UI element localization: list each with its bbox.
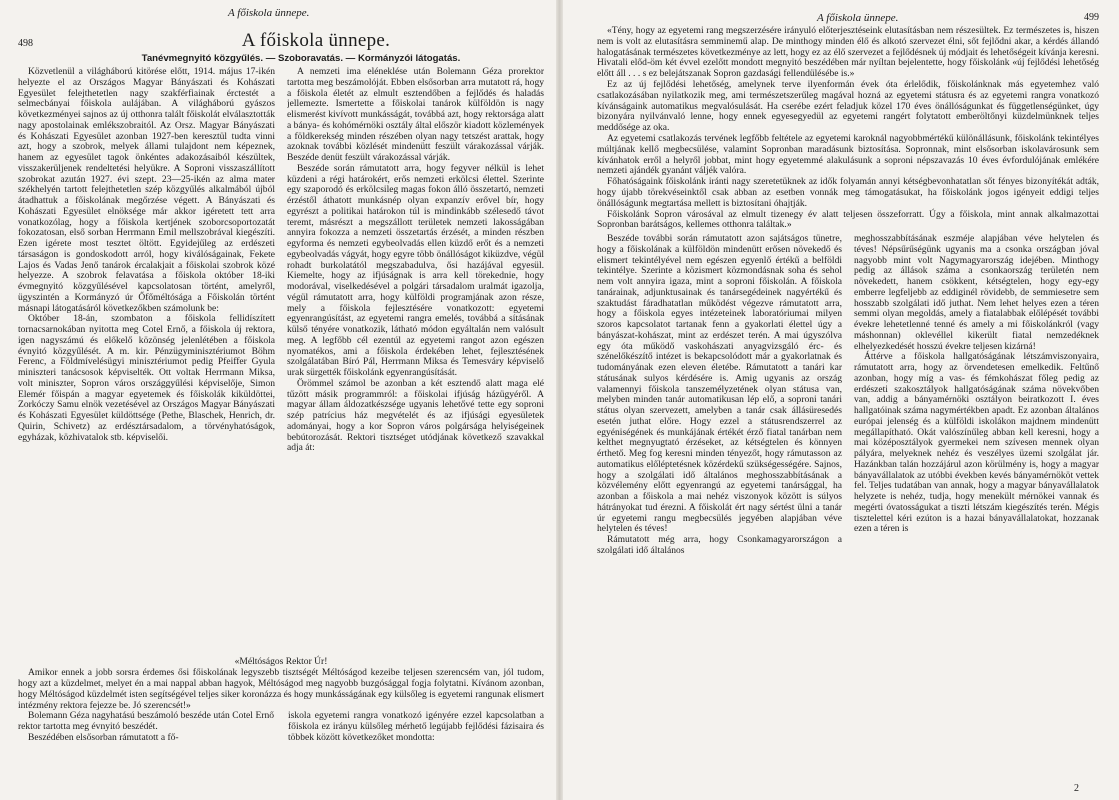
left-full-width-quote — [18, 656, 544, 711]
book-gutter — [556, 0, 563, 800]
right-columns — [597, 234, 1099, 694]
paragraph: Bolemann Géza nagyhatású beszámoló beszéde után Cotel Ernő rektor tartotta meg évnyitó beszédét. — [18, 711, 274, 732]
right-column-1 — [597, 234, 842, 694]
paragraph: iskola egyetemi rangra vonatkozó igényére ezzel kapcsolatban a főiskola ez irányu külsőleg mérhető legújabb fejlődési fázisaira és többek között következőket mondotta: — [288, 711, 544, 743]
paragraph: Főiskolánk Sopron városával az elmult tizenegy év alatt teljesen összeforratt. Úgy a főiskola, mint annak alkalmazottai Sopronban barátságos, kellemes otthonra találtak.» — [597, 208, 1099, 231]
right-column-2 — [854, 234, 1099, 694]
left-bottom-column-1 — [18, 711, 274, 783]
left-page-number: 498 — [18, 38, 33, 49]
right-full-width-quote — [597, 26, 1099, 231]
right-running-head — [597, 6, 1099, 22]
paragraph: Ez az új fejlődési lehetőség, amelynek terve ilyenformán évek óta érlelődik, főiskolánknak más egyetemhez való csatlakozásában nyilatkozik meg, ami természetszerűleg magával hozná az egyetemi státusra és az egyetemi rangra vonatkozó kívánságaink automatikus megvalósulását. Ha cserébe ezért feladjuk közel 170 éves önállóságunkat és függetlenségünket, úgy bizonyára nyilvánvaló lenne, hogy ennek egyesegyedül az egyetemi rangért folytatott emberöltőnyi küzdelmünknek teljes meddősége az oka. — [597, 78, 1099, 134]
paragraph: Áttérve a főiskola hallgatóságának létszámviszonyaira, rámutatott arra, hogy az örvendetesen emelkedik. Feltűnő azonban, hogy míg a vas- és fémkohászat főleg pedig az erdészeti szakosztályok hallgatóságának száma növekvőben van, addig a bányamérnöki osztályon beiratkozott I. éves hallgatóinak száma nagymértékben apadt. Ez azonban általános európai jelenség és a külföldi iskolákon majdnem mindenütt megállapítható. Okát valószínűleg abban kell keresni, hogy a mai középosztályok gyermekei nem szívesen mennek olyan pályára, melyeknek nehéz és veszélyes üzemi szolgálat jár. Hazánkban talán hozzájárul azon körülmény is, hogy a magyar bányavállalatok az utóbbi években kevés bányamérnököt vettek fel. Teljes tudatában van annak, hogy a magyar bányavállalatok helyzete is nehéz, tudja, hogy menekült mérnökei vannak és megérti óvatosságukat a tiszti létszám kiegészítés terén. Mégis tisztelettel kéri ezúton is a hazai bányavállalatokat, hozzanak ezen a téren is — [854, 351, 1099, 535]
paragraph: Beszéde során rámutatott arra, hogy fegyver nélkül is lehet küzdeni a régi határokért, erős nemzeti erkölcsi élettel. Szerinte egy szaporodó és erkölcsileg magas fokon álló összetartó, nemzeti érzéstől áthatott munkásnép olyan expanzív erővel bír, hogy egyrészt a politikai határokon túl is mindinkább szélesedő távot teremt, másrészt a megszállott területek nemzeti lakosságában annyira fokozza a nemzeti összetartás érzését, a minden részben egyforma és nemzeti egybeolvadás ellen küzdő erőt és a nemzeti egybeolvadás vágyát, hogy egyre több önállóságot kiküzdve, végül rohadt burkolatától megszabadulva, ősi hazájával egyesül. Kiemelte, hogy az ifjúságnak is arra kell törekednie, hogy modorával, viselkedésével a polgári társadalom uralmát igazolja, végül rámutatott arra, hogy külföldi programjának azon része, mely a főiskola fejlesztésére vonatkozott: egyetemi egyenrangúsítást, az egyetemi rangra emelés, továbbá a sításának külső tényére vonatkozik, látható módon egyáltalán nem valósult meg. A legfőbb cél ezentúl az egyetemi rangot azon egészen nyomatékos, ami a főiskola érdekében lehet, fejlesztésének szolgálatában Bíró Pál, Herrmann Miksa és Temesváry képviselő urak sürgették főiskolánk egyenrangúsítását. — [287, 162, 544, 378]
paragraph: meghosszabbításának eszméje alapjában véve helytelen és téves! Népsűrűségünk ugyanis ma a csonka országban jóval nagyobb mint volt Nagymagyarország idejében. Minthogy pedig az állások száma a csonkaország területén nem növekedett, hanem csökkent, kétségtelen, hogy egy-egy emberre legfeljebb az eddiginél rövidebb, de semmiesetre sem hosszabb szolgálati idő juthat. Nem lehet helyes ezen a téren semmi olyan megoldás, amely a fiatalabbak előlépését további évekre lehetetlenné tenné és amely a mi főiskolánkról (vagy máshonnan) oklevéllel kikerült fiatal nemzedéknek elhelyezkedését hosszú évekre teljesen kizárná! — [854, 234, 1099, 352]
right-page-number: 499 — [1084, 12, 1099, 23]
left-running-head — [18, 6, 544, 49]
right-running-title: A főiskola ünnepe. — [817, 12, 899, 24]
left-column-2 — [287, 67, 544, 652]
paragraph: «Tény, hogy az egyetemi rang megszerzésére irányuló előterjesztéseink elutasításban nem részesültek. Ez természetes is, hiszen nem is volt az elutasításra semminemű alap. De minthogy minden élő és alkotó szervezet élni, sőt fejlődni akar, a kérdés állandó halogatásának természetes következménye az lett, hogy ez az élő szervezet a fejlődésnek új módjait és lehetőségeit kívánja keresni. Hivatali előd-öm két évvel ezelőtt mondott megnyitó beszédében már nyíltan bejelentette, hogy főiskolánk «új fejlődési lehetőség előtt áll . . . s ez belejátszanak Sopron gazdasági fellendülésébe is.» — [597, 25, 1099, 80]
paragraph: Örömmel számol be azonban a két esztendő alatt maga elé tűzött másik programmról: a főiskolai ifjúság házügyéről. A magyar állam áldozatkészsége ugyanis lehetővé tette egy soproni szép patrícius ház megvételét és az ifjúsági egyesületek adományai, hogy a kor Sopron város polgársága helyiségeinek bebútorozását. Rektori tisztséget utódjának következő szavakkal adja át: — [287, 377, 544, 454]
paragraph: Közvetlenül a világháború kitörése előtt, 1914. május 17-ikén helyezte el az Országos Magyar Bányászati és Kohászati Egyesület felejthetetlen nagy szakférfiainak érctestét a selmecbányai főiskola aulájában. A világháború gyászos következményei sajnos az új otthonra talált főiskolát elválasztották nagy apostolainak emlékszobraitól. Az Orsz. Magyar Bányászati és Kohászati Egyesület azonban 1927-ben keresztül tudta vinni azt, hogy a szobrok, melyek állami tulajdont nem képeznek, hanem az egyesület tagok önkéntes adakozásaiból készültek, visszakerüljenek rendeltetési helyükre. A Soproni visszaszállított szobrokat azután 1927. évi szept. 23—25-ikén az alma mater székhelyén tartott felejthetetlen szép közgyűlés alkalmából újból átadhattuk a főiskolának megőrzése végett. A Bányászati és Kohászati Egyesület elnöksége már akkor igéretett tett arra vonatkozólag, hogy a főiskola kertjének szoborcsoportozatát fokozatosan, első sorban Herrmann Emil mellszobrával kiegészíti. Ezen igérete most tesztet öltött. Egyidejűleg az erdészeti társaságon is gondoskodott arról, hogy kiválóságainak, Fekete Lajos és Vadas Jenő tanárok ércalakjait a főiskolai szobrok közé helyezze. A szobrok felavatása a főiskola október 18-iki évmegnyitó közgyűlésével kapcsolatosan történt, amelyről, ügyszintén a Kormányzó úr Őfőméltósága a Főiskolán történt másnapi látogatásáról következőkben számolunk be: — [18, 67, 275, 314]
left-page — [0, 0, 556, 800]
right-page — [563, 0, 1119, 800]
article-title: A főiskola ünnepe. — [241, 30, 391, 51]
left-bottom-column-2 — [288, 711, 544, 783]
left-column-1 — [18, 67, 275, 652]
left-bottom-columns — [18, 711, 544, 783]
left-columns — [18, 67, 544, 652]
quote-body: Amikor ennek a jobb sorsra érdemes ősi főiskolának legyszebb tisztségét Méltóságod kezeibe teljesen szerencsém van, jól tudom, hogy azt a küzdelmet, melyet én a mai nappal abban hagyok, Méltóságod meg nagyobb buzgósággal fogja folytatni. Kívánom azonban, hogy Méltóságod küzdelmét isten segítségével teljes siker koronázza és hogy munkásságának egy külsőleg is egyetemi rangunak elismert intézmény rektora fejezze be. Jó szerencsét!» — [18, 667, 544, 711]
article-subtitle: Tanévmegnyitó közgyűlés. — Szoboravatás. — Kormányzói látogatás. — [141, 53, 461, 64]
paragraph: A nemzeti ima eléneklése után Bolemann Géza prorektor tartotta meg beszámolóját. Ebben elsősorban arra mutatott rá, hogy a főiskola életét az elmult esztendőben a fejlődés és haladás jellemezte. Ismertette a főiskolai tanárok külföldön is nagy elismerést kivívott munkásságát, továbbá azt, hogy rektorsága alatt a bánya- és kohómérnöki osztály által először kiadott közlemények a földkerekség minden részében olyan nagy tetszést arattak, hogy azoknak további közlését mindenütt feszült várakozással várják. Beszéde denüt feszült várakozással várják. — [287, 67, 544, 163]
paragraph: Főhatóságaink főiskolánk iránti nagy szeretetüknek az idők folyamán annyi kétségbevonhatatlan sőt fényes bizonyítékát adták, hogy újabb törekvéseinktől csak abban az esetben vonnák meg támogatásukat, ha főiskolánk jogos igényeit eddigi teljes önállóságunk megtartása mellett is biztosítani óhajtják. — [597, 176, 1099, 209]
paragraph: Beszéde további során rámutatott azon sajátságos tünetre, hogy a főiskolának a külföldön mindenütt erősen növekedő és elismert tekintélyével nem egészen egyenlő értékű a belföldi tekintélye. Szerinte a közismert közmondásnak soha és sehol nem volt annyira igaza, mint a soproni főiskolán. A főiskola tanárainak, adjunktusainak és tanársegédeinek nagyértékű és szaktudást fáradhatatlan működést végezve rámutatott arra, hogy a főiskola egyes intézeteinek laboratóriumai milyen szoros kapcsolatot tartanak fenn a gyakorlati élettel úgy a bányászat-kohászat, mint az erdészet terén. A mai úgyszólva egy óta működő vaskohászati anyagvizsgáló érc- és szénelőkészítő intézet is bekapcsolódott már a gyakorlatnak és tudományának ezen eleven életébe. Rámutatott a tanári kar státusának sulyos kérdésére is. Amig ugyanis az ország valamennyi főiskola tanszemélyzetének olyan státusa van, melyben minden tanár automatikusan lép elő, a soproni tanári státus olyan szervezett, amelyben a tanár csak állásüresedés esetén juthat előre. Hogy ezzel a státusrendszerrel az egyéniségének és munkájának értékét érző fiatal tanárban nem kelthet megnyugtató érzéseket, az kétségtelen és könnyen érthető. Meg fog keresni minden tényezőt, hogy rámutasson az automatikus előléptetésnek közérdekű szükségességére. Sajnos, hogy a szolgálati idő általános meghosszabbításának a közvélemény előtt egyenrangú az egyetemi tanársággal, ha azonban a főiskola a mai nehéz viszonyok között is súlyos hátrányokat tud érezni. A főiskolát ért nagy sértést ülni a tanár úr egyetemi rangu megbecsülés jegyében alapjában véve helytelen és téves! — [597, 234, 842, 535]
left-running-title: A főiskola ünnepe. — [228, 7, 310, 19]
paragraph: Október 18-án, szombaton a főiskola fellidíszített tornacsarnokában nyitotta meg Cotel Ernő, a főiskola új rektora, igen nagyszámú és előkelő közönség jelenlétében a főiskola évnyitó közgyűlését. A m. kir. Pénzügyminisztériumot Böhm Ferenc, a Földmívelésügyi minisztériumot pedig Pfeiffer Gyula miniszteri tanácsosok képviselték. Ott voltak Herrmann Miksa, volt miniszter, Sopron város országgyűlési képviselője, Simon Elemér főispán a magyar egyetemek és főiskolák kiküldöttei, Zorkóczy Samu elnök vezetésével az Országos Magyar Bányászati és Kohászati Egyesület küldöttsége (Pethe, Blaschek, Henrich, dr. Quirin, Schivetz) az erdésztársadalom, a törvényhatóságok, egyházak, közhivatalok stb. képviselői. — [18, 313, 275, 443]
quote-salutation: «Méltóságos Rektor Úr! — [234, 656, 328, 667]
signature-mark: 2 — [1074, 783, 1079, 794]
paragraph: Beszédében elsősorban rámutatott a fő- — [28, 731, 179, 743]
paragraph: Rámutatott még arra, hogy Csonkamagyarországon a szolgálati idő általános — [597, 534, 842, 556]
paragraph: Az egyetemi csatlakozás tervének legfőbb feltétele az egyetemi karoknál nagyobbmértékű különállásunk, főiskolánk tekintélyes múltjának kellő megbecsülése, valamint Sopronban maradásunk biztosítása. Sopronnak, mint elsősorban iskolavárosunk sem kívánhatok erről a helyről jobbat, mint hogy egyetemmé alakulásunk a soproni népszavazás 10 éves évfordulójának emlékére nemzeti ajándék gyanánt váljék valóra. — [597, 132, 1099, 177]
